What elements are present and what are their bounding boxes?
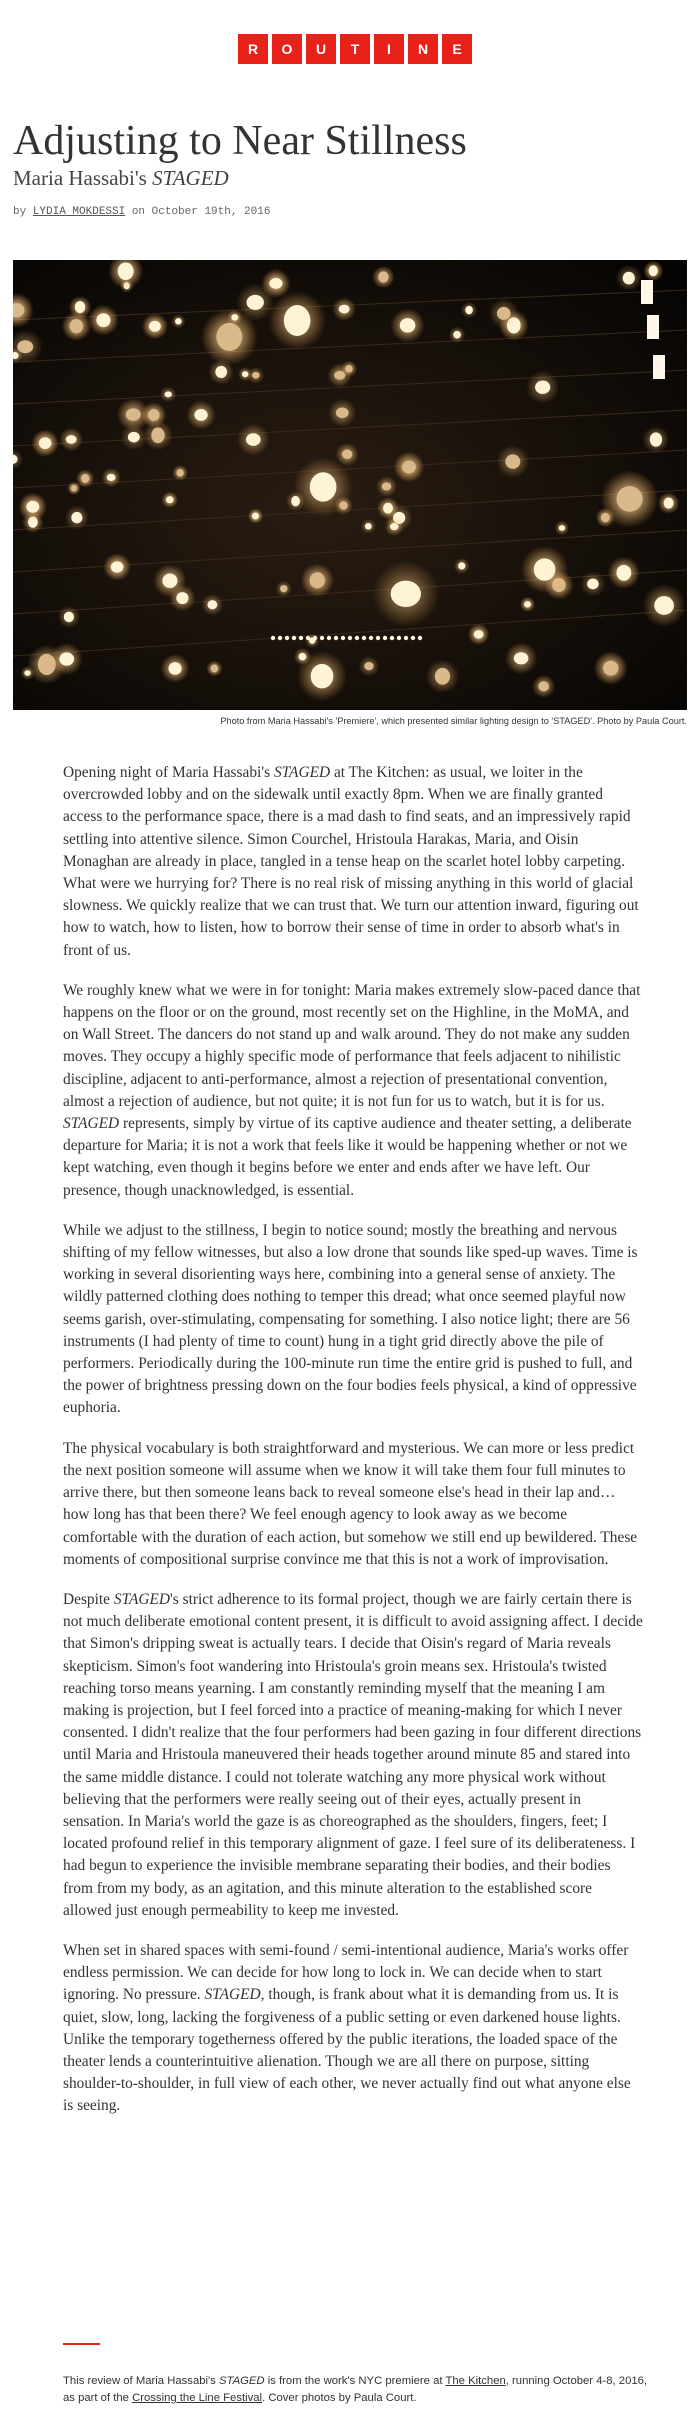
text-run: is from the work's NYC premiere at	[264, 2375, 446, 2387]
work-title: STAGED	[218, 2375, 265, 2387]
strip-light	[341, 636, 345, 640]
stage-light	[165, 391, 172, 397]
stage-light	[118, 262, 134, 280]
inline-link[interactable]: Crossing the Line Festival	[132, 2392, 263, 2404]
stage-light	[535, 380, 550, 393]
article-body	[63, 762, 643, 2136]
stage-light	[247, 295, 264, 310]
stage-lights-photo	[13, 260, 687, 710]
article-paragraph	[63, 1220, 643, 1420]
stage-light	[96, 313, 110, 327]
stage-light	[616, 565, 631, 581]
stage-light	[284, 305, 311, 336]
stage-light	[269, 278, 282, 289]
work-title: STAGED	[113, 1590, 171, 1608]
stage-light	[524, 601, 531, 607]
stage-light	[650, 432, 662, 446]
stage-light	[176, 469, 183, 477]
stage-light	[126, 408, 141, 420]
text-run: We roughly knew what we were in for tonight: Maria makes extremely slow-paced dance that happens on the floor or on the ground, most recently set on the Highline, in the MoMA, and on Wall Street. The dancers do not stand up and walk around. They do not make any sudden moves. They occupy a highly specific mode of performance that feels adjacent to nihilistic discipline, adjacent to anti-performance, almost a rejection of presentational convention, almost a rejection of audience, but not quite; it is not fun for us to watch, but it is for us.	[63, 981, 641, 1110]
stage-light	[231, 314, 238, 320]
stage-light	[71, 512, 82, 524]
strip-light	[285, 636, 289, 640]
stage-light	[71, 485, 77, 491]
strip-light	[320, 636, 324, 640]
stage-light	[514, 652, 529, 664]
text-run: Despite	[63, 1590, 114, 1608]
stage-light	[382, 482, 392, 490]
text-run: 's strict adherence to its formal project, though we are fairly certain there is not much deliberate emotional content present, it is difficult to avoid assigning affect. I decide that Simon's dripping sweat is actually tears. I decide that Oisin's regard of Maria reveals skepticism. Simon's foot wandering into Hristoula's groin means sex. Hristoula's twisted reaching torso means yearning. I am constantly reminding myself that the meaning I am making is projection, but I feel forced into a practice of meaning-making for which I never consented. I didn't realize that the four performers had been gazing in four different directions until Maria and Hristoula maneuvered their heads together around minute 85 and stared into the same middle distance. I could not tolerate watching any more physical work without believing that the performers were really seeing out of their eyes, actually present in sensation. In Maria's world the gaze is as choreographed as the shoulders, fingers, feet; I located profound relief in this temporary alignment of gaze. I feel sure of its deliberateness. I had begun to experience the invisible membrane separating their bodies, and their bodies from from my body, as an agitation, and this minute alteration to the established score allowed just enough permeability to keep me invested.	[63, 1590, 643, 1919]
stage-light	[207, 600, 217, 609]
stage-light	[70, 319, 83, 333]
text-run: The physical vocabulary is both straightforward and mysterious. We can more or less predict the next position someone will assume when we know it will take them four full minutes to arrive there, but then someone leans back to reveal someone else's head in their lap and… how long has that been there? We feel enough agency to look away as we become comfortable with the duration of each action, but somehow we still end up bewildered. These moments of compositional surprise convince me that this is not a work of improvisation.	[63, 1439, 638, 1568]
text-run: . Cover photos by Paula Court.	[262, 2392, 417, 2404]
stage-light	[148, 409, 160, 421]
stage-light	[39, 437, 51, 449]
stage-light	[246, 433, 261, 446]
stage-light	[465, 306, 473, 315]
stage-light	[336, 407, 349, 418]
stage-light	[24, 670, 30, 676]
stage-light	[175, 318, 182, 325]
strip-light	[418, 636, 422, 640]
logo-letter: O	[272, 34, 302, 64]
subtitle-text: Maria Hassabi's	[13, 166, 153, 190]
stage-light	[299, 653, 307, 661]
strip-light	[390, 636, 394, 640]
stage-light	[342, 450, 353, 460]
stage-light	[334, 371, 345, 380]
strip-light	[404, 636, 408, 640]
article-paragraph	[63, 1438, 643, 1571]
byline	[13, 206, 270, 218]
stage-light	[603, 661, 618, 676]
stage-light	[211, 664, 218, 672]
stage-light	[176, 592, 188, 604]
work-title: STAGED	[273, 764, 331, 781]
text-run: While we adjust to the stillness, I begin to notice sound; mostly the breathing and nervous shifting of my fellow witnesses, but also a low drone that sounds like sped-up waves. Time is working in several disorienting ways here, combining into a general sense of anxiety. The wildly patterned clothing does nothing to temper this dread; what once seemed playful now seems garish, over-stimulating, compensating for something. I also notice light; there are 56 instruments (I had plenty of time to count) hung in a tight grid directly above the pile of performers. Periodically during the 100-minute run time the entire grid is pushed to full, and the power of brightness pressing down on the four bodies feels physical, a kind of oppressive euphoria.	[63, 1221, 638, 1417]
stage-light	[400, 318, 416, 333]
strip-light	[299, 636, 303, 640]
text-run: represents, simply by virtue of its captive audience and theater setting, a deliberate departure for Maria; it is not a work that feels like it would be happening whether or not we kept watching, even though it begins before we enter and ends after we have left. Our presence, though unacknowledged, is essential.	[63, 1115, 632, 1199]
strip-light	[355, 636, 359, 640]
panel-light	[653, 355, 665, 379]
stage-light	[559, 525, 566, 531]
text-run: , running October 4-8, 2016, as part of the	[63, 2375, 648, 2404]
article-title: Adjusting to Near Stillness	[13, 118, 467, 164]
stage-light	[534, 558, 556, 580]
strip-light	[278, 636, 282, 640]
panel-light	[641, 280, 653, 304]
strip-light	[271, 636, 275, 640]
stage-light	[252, 372, 260, 379]
image-caption: Photo from Maria Hassabi's 'Premiere', which presented similar lighting design to 'STAGED'. Photo by Paula Court.	[220, 716, 687, 726]
stage-light	[616, 486, 642, 512]
logo-letter: E	[442, 34, 472, 64]
stage-light	[111, 561, 124, 572]
stage-light	[623, 272, 635, 285]
logo-letter: N	[408, 34, 438, 64]
stage-light	[505, 454, 520, 468]
strip-light	[334, 636, 338, 640]
panel-light	[647, 315, 659, 339]
article-paragraph	[63, 1940, 643, 2118]
stage-light	[497, 307, 511, 320]
strip-light	[348, 636, 352, 640]
stage-light	[390, 523, 399, 530]
strip-light	[397, 636, 401, 640]
logo-letter: I	[374, 34, 404, 64]
hero-image	[13, 260, 687, 710]
strip-light	[313, 636, 317, 640]
publish-date: October 19th, 2016	[151, 206, 271, 218]
stage-light	[64, 612, 74, 623]
stage-light	[280, 585, 287, 592]
stage-light	[81, 474, 89, 483]
strip-light	[411, 636, 415, 640]
stage-light	[194, 409, 207, 421]
stage-light	[664, 498, 674, 509]
stage-light	[310, 472, 337, 501]
text-run: Opening night of Maria Hassabi's	[63, 764, 274, 781]
stage-light	[365, 523, 372, 530]
stage-light	[252, 513, 259, 520]
stage-light	[587, 579, 599, 590]
stage-light	[168, 662, 181, 675]
byline-date-prefix: on	[125, 206, 152, 218]
text-run: at The Kitchen: as usual, we loiter in the overcrowded lobby and on the sidewalk until exactly 8pm. When we are finally granted access to the performance space, there is a mad dash to find seats, and an impressively rapid settling into attentive silence. Simon Courchel, Hristoula Harakas, Maria, and Oisin Monaghan are already in place, tangled in a tense heap on the scarlet hotel lobby carpeting. What were we hurrying for? There is no real risk of missing anything in this world of glacial slowness. We quickly realize that we can trust that. We turn our attention inward, figuring out how to watch, how to listen, how to borrow their sense of time in order to absorb what's in front of us.	[63, 764, 639, 959]
stage-light	[59, 652, 74, 665]
work-title: STAGED	[63, 1115, 120, 1133]
article-paragraph	[63, 980, 643, 1202]
stage-light	[364, 662, 374, 670]
stage-light	[649, 265, 658, 276]
footnote-divider	[63, 2343, 100, 2345]
text-run: When set in shared spaces with semi-found / semi-intentional audience, Maria's works offer endless permission. We can decide for how long to lock in. We can decide when to start ignoring. No pressure.	[63, 1941, 629, 2004]
stage-light	[378, 271, 388, 282]
strip-light	[327, 636, 331, 640]
strip-light	[383, 636, 387, 640]
author-link[interactable]: LYDIA MOKDESSI	[32, 206, 126, 218]
stage-light	[435, 668, 450, 685]
stage-light	[474, 630, 484, 639]
stage-light	[538, 681, 549, 691]
text-run: , though, is frank about what it is demanding from us. It is quiet, slow, long, lacking the forgiveness of a public setting or even darkened house lights. Unlike the temporary togetherness offered by the public iterations, the loaded space of the theater lends a counterintuitive alienation. Though we are all there on purpose, sitting shoulder-to-shoulder, in full view of each other, we never actually find out what anyone else is seeing.	[63, 1986, 631, 2115]
routine-logo[interactable]	[238, 34, 472, 64]
article-subtitle	[13, 166, 229, 191]
logo-letter: U	[306, 34, 336, 64]
stage-light	[162, 574, 177, 588]
strip-light	[362, 636, 366, 640]
stage-light	[26, 501, 39, 513]
stage-light	[66, 435, 77, 444]
strip-light	[376, 636, 380, 640]
stage-light	[453, 331, 461, 339]
stage-light	[402, 461, 416, 474]
byline-prefix: by	[13, 206, 33, 218]
inline-link[interactable]: The Kitchen	[445, 2375, 506, 2387]
stage-light	[310, 572, 325, 588]
subtitle-work-title: STAGED	[152, 166, 229, 190]
footnote	[63, 2373, 648, 2407]
stage-light	[391, 581, 421, 607]
work-title: STAGED	[204, 1986, 261, 2004]
stage-light	[339, 305, 350, 314]
stage-light	[166, 496, 174, 503]
strip-light	[369, 636, 373, 640]
stage-light	[242, 371, 249, 377]
logo-letter: R	[238, 34, 268, 64]
stage-light	[215, 366, 227, 378]
strip-light	[292, 636, 296, 640]
stage-light	[149, 321, 161, 332]
logo-letter: T	[340, 34, 370, 64]
stage-light	[107, 474, 116, 481]
article-paragraph	[63, 1589, 643, 1922]
stage-light	[311, 664, 334, 688]
text-run: This review of Maria Hassabi's	[63, 2375, 219, 2387]
stage-light	[458, 562, 465, 569]
article-paragraph	[63, 762, 643, 962]
stage-light	[654, 596, 674, 615]
stage-light	[216, 323, 242, 351]
strip-light	[306, 636, 310, 640]
stage-light	[128, 432, 140, 443]
stage-light	[151, 427, 164, 443]
